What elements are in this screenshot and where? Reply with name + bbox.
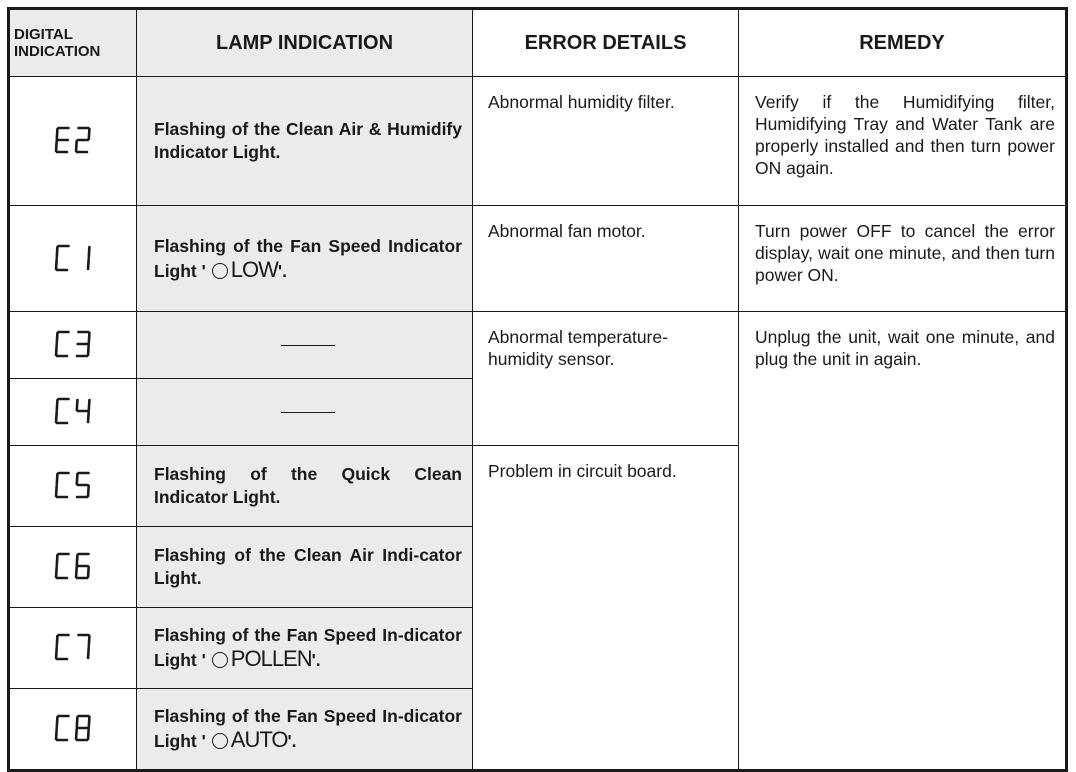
no-indication-dash [281,345,335,346]
circle-indicator-icon [212,733,228,749]
seven-segment-code-c5 [50,471,96,501]
lamp-text-end: '. [277,260,287,281]
seven-segment-code-c8 [50,714,96,744]
remedy-cell: Verify if the Humidifying filter, Humidifying Tray and Water Tank are properly installed and then turn power ON again. [739,77,1067,206]
fan-speed-label: POLLEN [230,646,312,671]
digital-code-cell [9,312,137,379]
table-row [9,312,1067,379]
lamp-text-end: '. [311,650,321,670]
fan-speed-label: LOW [230,256,278,282]
digital-code-cell [9,527,137,608]
seven-segment-code-e2 [50,126,96,156]
seven-segment-code-c6 [50,552,96,582]
lamp-indication-cell [137,689,473,771]
lamp-text: Flashing of the Fan Speed In-dicator Light ' [154,706,462,751]
digital-code-cell [9,379,137,446]
lamp-text: Flashing of the Fan Speed Indicator Light ' [154,235,462,281]
lamp-text-end: '. [287,731,297,751]
error-details-cell: Abnormal humidity filter. [473,77,739,206]
circle-indicator-icon [212,263,228,279]
lamp-indication-cell [137,379,473,446]
table-row [9,206,1067,312]
seven-segment-code-c3 [50,330,96,360]
error-details-cell: Problem in circuit board. [473,446,739,771]
digital-code-cell [9,689,137,771]
error-details-cell: Abnormal fan motor. [473,206,739,312]
fan-speed-label: AUTO [230,727,288,752]
lamp-indication-cell [137,312,473,379]
seven-segment-code-c7 [50,633,96,663]
lamp-text: Flashing of the Fan Speed In-dicator Light ' [154,625,462,670]
header-lamp-indication: LAMP INDICATION [137,9,473,77]
seven-segment-code-c4 [50,397,96,427]
digital-code-cell [9,77,137,206]
header-digital-indication: DIGITAL INDICATION [9,9,137,77]
error-code-table [7,7,1068,772]
seven-segment-code-c1 [50,244,96,274]
lamp-indication-cell: Flashing of the Clean Air Indi-cator Light. [137,527,473,608]
lamp-indication-cell [137,206,473,312]
error-details-cell: Abnormal temperature-humidity sensor. [473,312,739,446]
header-row [9,9,1067,77]
lamp-indication-cell: Flashing of the Clean Air & Humidify Indicator Light. [137,77,473,206]
remedy-cell: Turn power OFF to cancel the error display, wait one minute, and then turn power ON. [739,206,1067,312]
lamp-indication-cell [137,608,473,689]
digital-code-cell [9,206,137,312]
circle-indicator-icon [212,652,228,668]
no-indication-dash [281,412,335,413]
digital-code-cell [9,446,137,527]
lamp-indication-cell: Flashing of the Quick Clean Indicator Light. [137,446,473,527]
header-error-details: ERROR DETAILS [473,9,739,77]
digital-code-cell [9,608,137,689]
table-row [9,77,1067,206]
remedy-cell: Unplug the unit, wait one minute, and plug the unit in again. [739,312,1067,771]
header-remedy: REMEDY [739,9,1067,77]
